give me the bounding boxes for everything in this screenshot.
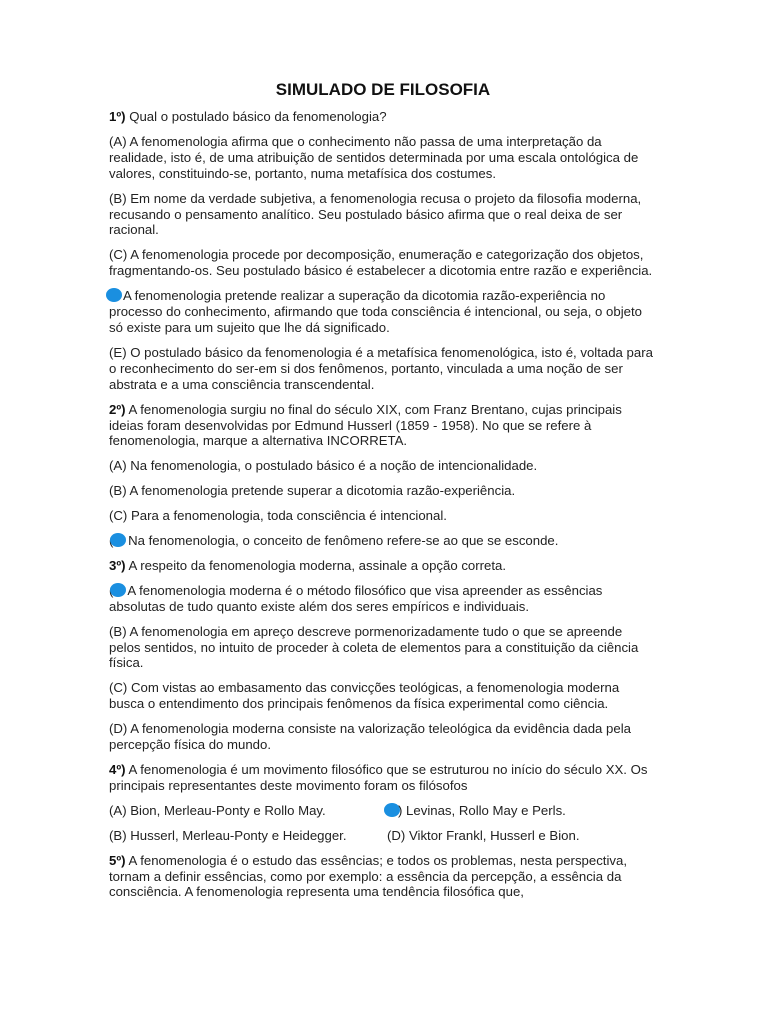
answer-mark-icon	[106, 288, 122, 302]
q4-option-c	[387, 803, 566, 819]
question-number: 3º)	[109, 557, 126, 573]
q1-option-b: (B) Em nome da verdade subjetiva, a fenomenologia recusa o projeto da filosofia moderna, recusando o pensamento analítico. Seu postulado básico afirma que o real deixa de ser racional.	[109, 190, 642, 238]
question-4	[109, 762, 657, 794]
question-5	[109, 853, 657, 901]
option-text: A fenomenologia moderna é o método filosófico que visa apreender as essências absolutas de tudo quanto existe além dos seres empíricos e individuais.	[109, 582, 603, 614]
question-3	[109, 558, 657, 574]
question-text: A fenomenologia é o estudo das essências; e todos os problemas, nesta perspectiva, tornam a definir essências, como por exemplo: a essência da percepção, a essência da consciência. A fenomenologia representa uma tendência filosófica que,	[109, 852, 627, 900]
answer-mark-icon	[110, 533, 126, 547]
q2-option-b: (B) A fenomenologia pretende superar a dicotomia razão-experiência.	[109, 483, 516, 499]
q4-options-row-2	[109, 828, 657, 844]
question-text: Qual o postulado básico da fenomenologia?	[129, 109, 387, 124]
option-text: Na fenomenologia, o conceito de fenômeno refere-se ao que se esconde.	[128, 533, 559, 549]
question-text: A fenomenologia surgiu no final do século XIX, com Franz Brentano, cujas principais ideias foram desenvolvidas por Edmund Husserl (1859 - 1958). No que se refere à fenomenologia, marque a alternativa INCORRETA.	[109, 401, 622, 449]
question-1	[109, 109, 657, 125]
question-text: A fenomenologia é um movimento filosófico que se estruturou no início do século XX. Os principais representantes deste movimento foram os filósofos	[109, 762, 648, 793]
q4-option-b: (B) Husserl, Merleau-Ponty e Heidegger.	[109, 827, 347, 843]
q2-option-d	[109, 533, 657, 549]
q4-options-row-1	[109, 803, 657, 819]
q3-option-d: (D) A fenomenologia moderna consiste na valorização teleológica da evidência dada pela percepção física do mundo.	[109, 721, 631, 753]
q3-option-c: (C) Com vistas ao embasamento das convicções teológicas, a fenomenologia moderna busca o entendimento dos principais fenômenos da física experimental como ciência.	[109, 680, 620, 712]
option-text: A fenomenologia pretende realizar a superação da dicotomia razão-experiência no processo do conhecimento, afirmando que toda consciência é intencional, ou seja, o objeto só existe para um sujeito que lhe dá significado.	[109, 288, 642, 335]
q2-option-a: (A) Na fenomenologia, o postulado básico é a noção de intencionalidade.	[109, 458, 538, 474]
question-number: 2º)	[109, 401, 126, 417]
q4-option-a: (A) Bion, Merleau-Ponty e Rollo May.	[109, 802, 326, 818]
q3-option-b: (B) A fenomenologia em apreço descreve pormenorizadamente tudo o que se apreende pelos sentidos, no intuito de proceder à coleta de elementos para a constituição da ciência física.	[109, 623, 639, 671]
q4-option-d: (D) Viktor Frankl, Husserl e Bion.	[387, 827, 580, 843]
question-2	[109, 402, 657, 450]
answer-mark-icon	[110, 583, 126, 597]
q1-option-e: (E) O postulado básico da fenomenologia é a metafísica fenomenológica, isto é, voltada para o reconhecimento do ser-em si dos fenômenos, portanto, vinculada a uma noção de ser abstrata e a uma consciência transcendental.	[109, 344, 653, 392]
question-number: 4º)	[109, 762, 126, 777]
document-page	[109, 80, 657, 909]
q1-option-c: (C) A fenomenologia procede por decomposição, enumeração e categorização dos objetos, fragmentando-os. Seu postulado básico é estabelecer a dicotomia entre razão e experiência.	[109, 247, 653, 279]
question-number: 5º)	[109, 852, 126, 868]
page-title: SIMULADO DE FILOSOFIA	[275, 80, 491, 99]
q1-option-a: (A) A fenomenologia afirma que o conhecimento não passa de uma interpretação da realidade, isto é, de uma atribuição de sentidos determinada por uma escala ontológica de valores, constituindo-se, portanto, numa metafísica dos costumes.	[109, 133, 639, 181]
option-text: ) Levinas, Rollo May e Perls.	[398, 802, 566, 818]
question-number: 1º)	[109, 109, 126, 124]
question-text: A respeito da fenomenologia moderna, assinale a opção correta.	[128, 557, 507, 573]
q2-option-c: (C) Para a fenomenologia, toda consciência é intencional.	[109, 508, 447, 524]
q3-option-a	[109, 583, 657, 615]
q1-option-d	[109, 288, 657, 336]
